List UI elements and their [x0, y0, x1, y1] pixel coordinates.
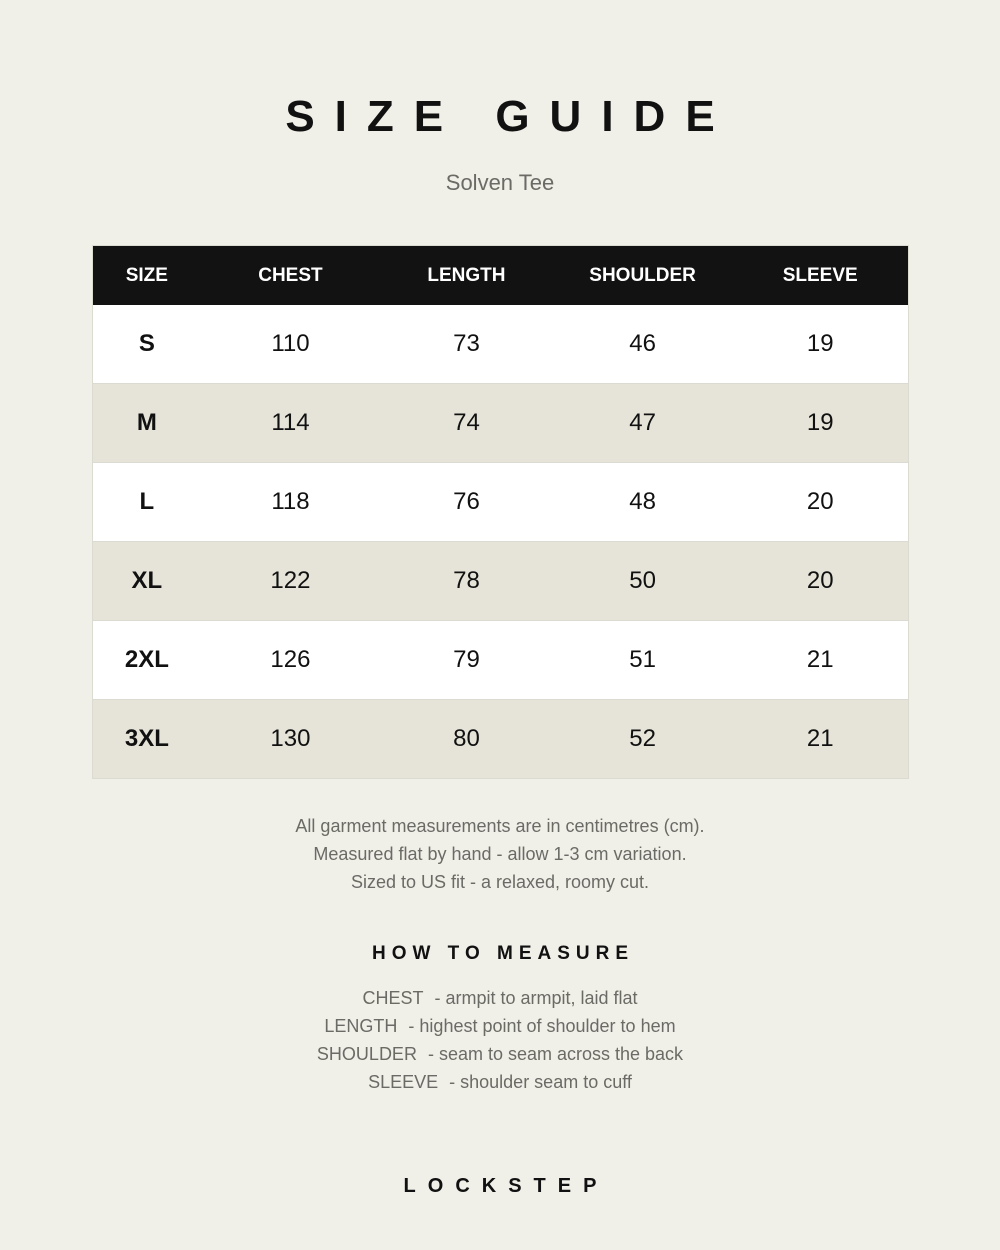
table-row — [93, 542, 909, 621]
table-row — [93, 700, 909, 779]
table-row — [93, 305, 909, 384]
measure-description: - shoulder seam to cuff — [444, 1072, 632, 1092]
size-cell: XL — [93, 542, 201, 621]
shoulder-cell: 48 — [553, 463, 733, 542]
chest-cell: 114 — [201, 384, 380, 463]
chest-cell: 126 — [201, 621, 380, 700]
size-cell: S — [93, 305, 201, 384]
sleeve-cell: 19 — [732, 305, 908, 384]
column-header-sleeve: SLEEVE — [732, 246, 908, 306]
size-table — [92, 245, 909, 779]
chest-cell: 122 — [201, 542, 380, 621]
shoulder-cell: 46 — [553, 305, 733, 384]
column-header-chest: CHEST — [201, 246, 380, 306]
note-line: Sized to US fit - a relaxed, roomy cut. — [350, 872, 650, 892]
chest-cell: 130 — [201, 700, 380, 779]
table-row — [93, 384, 909, 463]
measure-description: - seam to seam across the back — [422, 1044, 684, 1064]
measure-description: - armpit to armpit, laid flat — [429, 988, 638, 1008]
sleeve-cell: 21 — [732, 621, 908, 700]
length-cell: 79 — [380, 621, 553, 700]
measure-description: - highest point of shoulder to hem — [403, 1016, 676, 1036]
measure-term: LENGTH — [324, 1016, 398, 1036]
how-to-measure-list — [0, 984, 1000, 1096]
shoulder-cell: 50 — [553, 542, 733, 621]
product-name: Solven Tee — [445, 170, 555, 195]
table-row — [93, 621, 909, 700]
note-line: All garment measurements are in centimetres (cm). — [295, 816, 705, 836]
length-cell: 74 — [380, 384, 553, 463]
size-cell: 3XL — [93, 700, 201, 779]
chest-cell: 110 — [201, 305, 380, 384]
length-cell: 78 — [380, 542, 553, 621]
shoulder-cell: 52 — [553, 700, 733, 779]
table-row — [93, 463, 909, 542]
length-cell: 80 — [380, 700, 553, 779]
column-header-shoulder: SHOULDER — [553, 246, 733, 306]
measure-item — [0, 1068, 1000, 1096]
measure-item — [0, 1012, 1000, 1040]
measure-item — [0, 984, 1000, 1012]
measurement-notes — [0, 812, 1000, 896]
how-to-measure-heading: HOW TO MEASURE — [371, 943, 635, 964]
brand-wordmark: LOCKSTEP — [403, 1175, 609, 1197]
page-title: SIZE GUIDE — [285, 92, 735, 141]
sleeve-cell: 20 — [732, 542, 908, 621]
length-cell: 76 — [380, 463, 553, 542]
measure-term: CHEST — [362, 988, 424, 1008]
length-cell: 73 — [380, 305, 553, 384]
sleeve-cell: 21 — [732, 700, 908, 779]
sleeve-cell: 19 — [732, 384, 908, 463]
column-header-length: LENGTH — [380, 246, 553, 306]
size-cell: 2XL — [93, 621, 201, 700]
measure-item — [0, 1040, 1000, 1068]
note-line: Measured flat by hand - allow 1-3 cm variation. — [313, 844, 687, 864]
sleeve-cell: 20 — [732, 463, 908, 542]
table-header-row — [93, 246, 909, 306]
shoulder-cell: 51 — [553, 621, 733, 700]
column-header-size: SIZE — [93, 246, 201, 306]
shoulder-cell: 47 — [553, 384, 733, 463]
chest-cell: 118 — [201, 463, 380, 542]
size-cell: L — [93, 463, 201, 542]
measure-term: SHOULDER — [316, 1044, 417, 1064]
measure-term: SLEEVE — [368, 1072, 439, 1092]
size-cell: M — [93, 384, 201, 463]
